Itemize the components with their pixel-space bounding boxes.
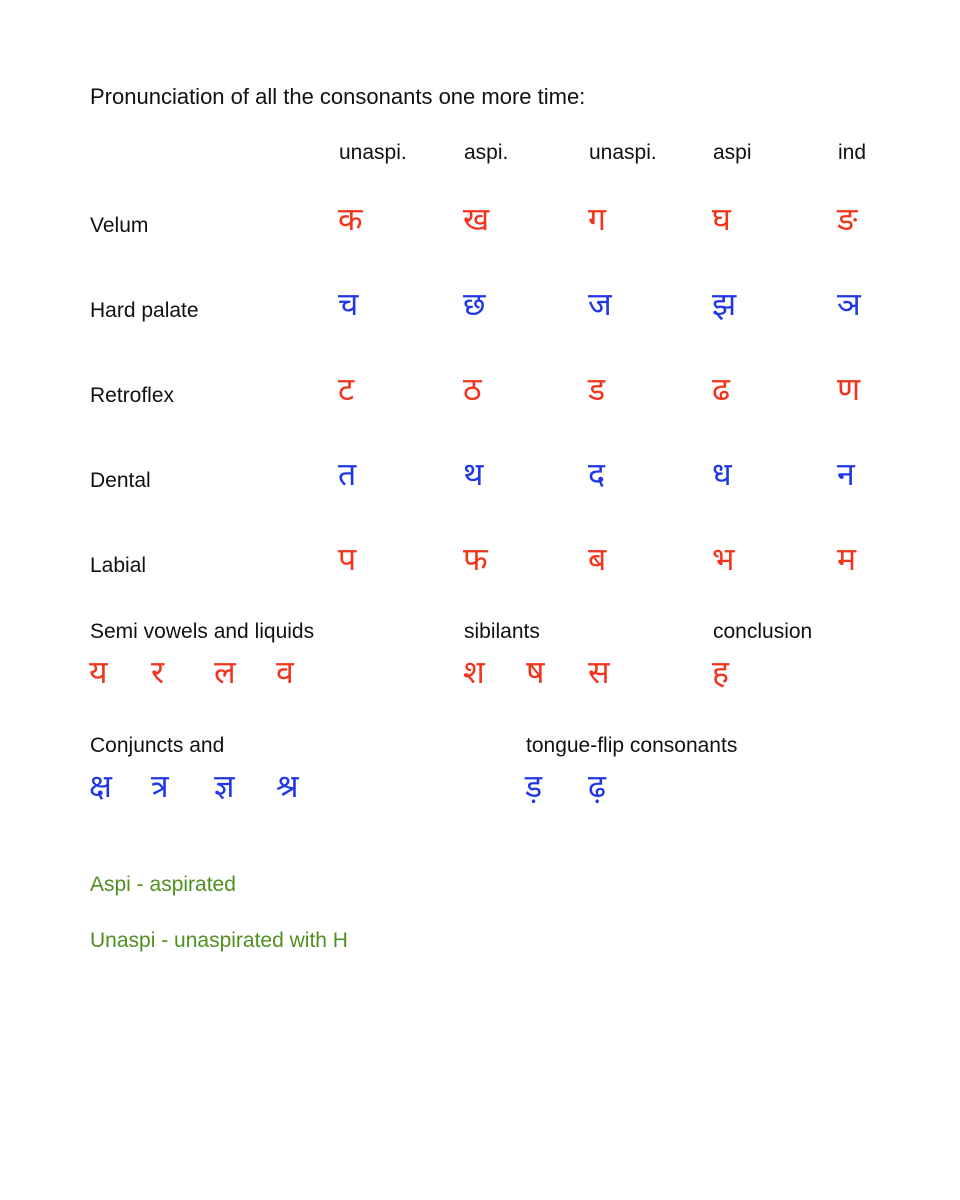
- consonant-letter: ग: [588, 200, 607, 238]
- consonant-letter: द: [588, 455, 605, 493]
- tongue-flip-letter: ढ़: [588, 767, 607, 805]
- consonant-letter: फ: [463, 540, 488, 578]
- consonant-letter: ठ: [463, 370, 482, 408]
- consonant-letter: ध: [712, 455, 732, 493]
- conjunct-letter: क्ष: [89, 767, 112, 805]
- row-label: Labial: [90, 554, 147, 577]
- row-label: Hard palate: [90, 299, 199, 322]
- column-header: aspi: [713, 141, 752, 164]
- tongue-flip-label: tongue-flip consonants: [526, 734, 738, 757]
- consonant-letter: क: [338, 200, 363, 238]
- note-aspi: Aspi - aspirated: [90, 873, 236, 896]
- column-header: ind: [838, 141, 867, 164]
- column-header: aspi.: [464, 141, 509, 164]
- consonant-letter: छ: [463, 285, 486, 323]
- consonant-letter: न: [837, 455, 855, 493]
- conjunct-letter: त्र: [151, 767, 169, 805]
- semivowels-label: Semi vowels and liquids: [90, 620, 315, 643]
- consonant-letter: झ: [712, 285, 737, 323]
- sibilant-letter: स: [588, 653, 610, 691]
- semivowel-letter: र: [151, 653, 165, 691]
- semivowel-letter: व: [276, 653, 294, 691]
- consonant-letter: ढ: [712, 370, 731, 408]
- consonant-letter: प: [338, 540, 357, 578]
- consonant-letter: थ: [463, 455, 484, 493]
- consonant-letter: त: [338, 455, 357, 493]
- consonant-letter: ट: [338, 370, 355, 408]
- conclusion-label: conclusion: [713, 620, 813, 643]
- consonant-letter: भ: [712, 540, 735, 578]
- row-label: Dental: [90, 469, 151, 492]
- conjuncts-label: Conjuncts and: [90, 734, 225, 757]
- column-header: unaspi.: [339, 141, 407, 164]
- semivowel-letter: य: [89, 653, 108, 691]
- consonant-letter: घ: [712, 200, 731, 238]
- semivowel-letter: ल: [214, 653, 236, 691]
- sibilant-letter: श: [463, 653, 485, 691]
- consonant-letter: च: [338, 285, 359, 323]
- consonant-letter: ङ: [837, 200, 858, 238]
- row-label: Retroflex: [90, 384, 175, 407]
- tongue-flip-letter: ड़: [525, 767, 543, 805]
- consonant-letter: ण: [837, 370, 861, 408]
- consonant-letter: म: [837, 540, 857, 578]
- sibilant-letter: ष: [526, 653, 545, 691]
- note-unaspi: Unaspi - unaspirated with H: [90, 929, 348, 952]
- sibilants-label: sibilants: [464, 620, 540, 643]
- consonant-letter: ञ: [837, 285, 861, 323]
- column-header: unaspi.: [589, 141, 657, 164]
- consonant-letter: ब: [588, 540, 607, 578]
- consonant-letter: ख: [463, 200, 490, 238]
- consonant-letter: ड: [588, 370, 606, 408]
- consonant-letter: ज: [588, 285, 612, 323]
- conclusion-letter: ह: [712, 653, 729, 691]
- conjunct-letter: ज्ञ: [214, 767, 235, 805]
- page-title: Pronunciation of all the consonants one more time:: [90, 84, 586, 109]
- row-label: Velum: [90, 214, 149, 237]
- conjunct-letter: श्र: [276, 767, 299, 805]
